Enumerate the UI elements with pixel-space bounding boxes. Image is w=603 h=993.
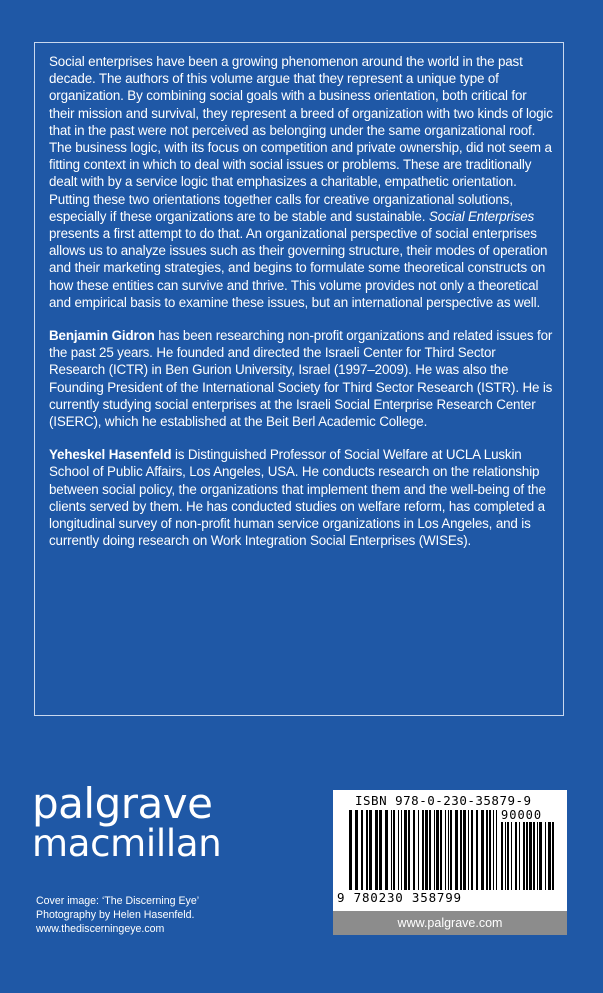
website-url: www.palgrave.com	[397, 916, 503, 930]
author-name: Yeheskel Hasenfeld	[49, 447, 172, 463]
barcode-bar	[463, 810, 466, 890]
barcode-bar	[379, 810, 382, 890]
barcode-bar	[404, 810, 407, 890]
barcode-bar	[533, 822, 535, 890]
barcode-bar	[429, 810, 431, 890]
barcode-bar	[552, 822, 554, 890]
author-name: Benjamin Gidron	[49, 328, 155, 344]
barcode-bar	[391, 810, 392, 890]
barcode-bar	[468, 810, 469, 890]
barcode-bar	[476, 810, 478, 890]
barcode-bar	[393, 810, 395, 890]
barcode-bar	[408, 810, 410, 890]
author-bio-text: is Distinguished Professor of Social Welfare at UCLA Luskin School of Public Affairs, Los Angeles, USA. He conducts research on the relationship between social policy, the organizations that implement them and the well-being of the clients served by them. He has conducted studies on welfare reform, has completed a longitudinal survey of non-profit human service organizations in Los Angeles, and is currently doing research on Work Integration Social Enterprises (WISEs).	[49, 447, 546, 549]
blurb-paragraph	[49, 53, 554, 311]
barcode-bar	[493, 810, 494, 890]
barcode-bar	[434, 810, 435, 890]
barcode-bar	[445, 810, 446, 890]
credit-url: www.thediscerningeye.com	[36, 923, 165, 935]
barcode-bar	[515, 822, 517, 890]
isbn-barcode	[333, 790, 567, 911]
barcode-bar	[369, 810, 372, 890]
logo-line-2: macmillan	[32, 822, 222, 865]
isbn-text: ISBN 978-0-230-35879-9	[355, 793, 532, 808]
credit-line: Photography by Helen Hasenfeld.	[36, 909, 195, 921]
barcode-bar	[460, 810, 462, 890]
price-barcode-bars	[501, 822, 555, 892]
author-bio-gidron	[49, 327, 554, 430]
publisher-logo	[32, 779, 222, 865]
barcode-bar	[529, 822, 532, 890]
logo-line-1: palgrave	[32, 779, 213, 828]
barcode-bar	[385, 810, 388, 890]
barcode-bar	[355, 810, 358, 890]
barcode-bar	[401, 810, 402, 890]
book-title: Social Enterprises	[428, 208, 535, 224]
barcode-bar	[398, 810, 399, 890]
barcode-bar	[507, 822, 509, 890]
author-bio-hasenfeld	[49, 446, 554, 549]
ean-barcode-bars	[349, 810, 499, 892]
barcode-bar	[486, 810, 488, 890]
barcode-bar	[366, 810, 368, 890]
barcode-bar	[537, 822, 538, 890]
barcode-bar	[375, 810, 378, 890]
barcode-bar	[471, 810, 473, 890]
barcode-bar	[422, 810, 424, 890]
barcode-bar	[481, 810, 484, 890]
barcode-bar	[349, 810, 352, 890]
barcode-bar	[448, 810, 449, 890]
blurb-text-a: Social enterprises have been a growing phenomenon around the world in the past decade. The authors of this volume argue that they represent a unique type of organization. By combining social goals with a business orientation, both critical for their mission and survival, they represent a breed of organization with two kinds of logic that in the past were not perceived as belonging under the same organizational roof. The business logic, with its focus on competition and private ownership, did not seem a fitting context in which to deal with social issues or problems. These are traditionally dealt with by a service logic that emphasizes a charitable, empathetic orientation. Putting these two orientations together calls for creative organizational solutions, especially if these organizations are to be stable and sustainable.	[49, 54, 553, 224]
barcode-bar	[440, 810, 442, 890]
barcode-bar	[489, 810, 491, 890]
barcode-bar	[436, 810, 439, 890]
barcode-bar	[450, 810, 452, 890]
barcode-bar	[526, 822, 528, 890]
back-cover-text	[49, 53, 554, 565]
barcode-bar	[511, 822, 512, 890]
barcode-bar	[361, 810, 363, 890]
price-code: 90000	[501, 808, 543, 822]
barcode-bar	[505, 822, 506, 890]
barcode-bar	[501, 822, 503, 890]
website-bar	[333, 911, 567, 935]
barcode-bar	[539, 822, 542, 890]
barcode-bar	[413, 810, 415, 890]
barcode-bar	[548, 822, 551, 890]
cover-credits	[36, 894, 199, 936]
credit-line: Cover image: ‘The Discerning Eye’	[36, 895, 200, 907]
barcode-bar	[496, 810, 497, 890]
barcode-bar	[425, 810, 428, 890]
author-bio-text: has been researching non-profit organizations and related issues for the past 25 years. He founded and directed the Israeli Center for Third Sector Research (ICTR) in Ben Gurion University, Israel (1997–2009). He was also the Founding President of the International Society for Third Sector Research (ISTR). He is currently studying social enterprises at the Israeli Social Enterprise Research Center (ISERC), which he established at the Beit Berl Academic College.	[49, 328, 553, 430]
barcode-bar	[523, 822, 525, 890]
barcode-bar	[418, 810, 419, 890]
barcode-bar	[455, 810, 458, 890]
blurb-text-b: presents a first attempt to do that. An organizational perspective of social enterprises allows us to analyze issues such as their governing structure, their modes of operation and their marketing strategies, and begins to formulate some theoretical constructs on how these entities can survive and thrive. This volume provides not only a theoretical and empirical basis to examine these issues, but an international perspective as well.	[49, 226, 548, 310]
barcode-bar	[519, 822, 520, 890]
barcode-bar	[545, 822, 546, 890]
ean-number: 9 780230 358799	[337, 890, 462, 905]
